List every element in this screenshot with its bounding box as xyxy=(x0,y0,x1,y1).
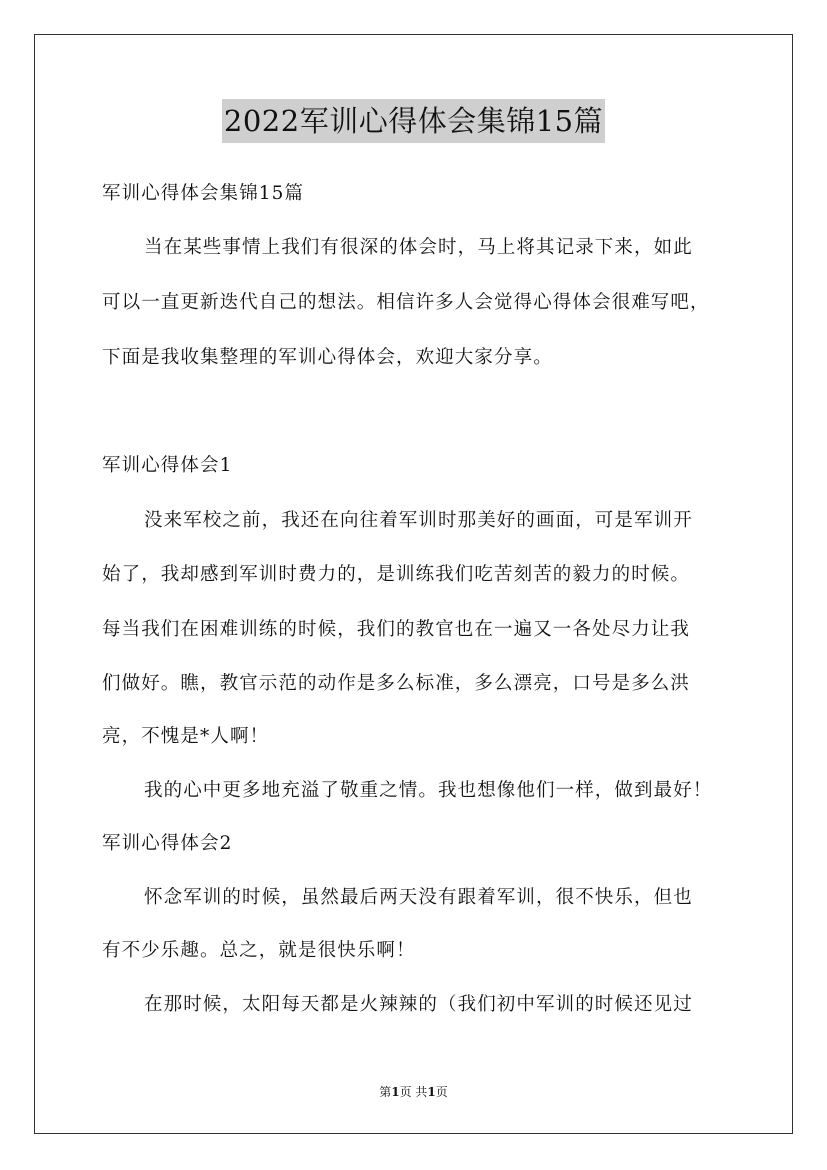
section2-para1-line-1: 怀念军训的时候，虽然最后两天没有跟着军训，很不快乐，但也 xyxy=(144,887,693,908)
section1-para1-line-2: 始了，我却感到军训时费力的，是训练我们吃苦刻苦的毅力的时候。 xyxy=(102,564,691,585)
section1-para1-line-4: 们做好。瞧，教官示范的动作是多么标准，多么漂亮，口号是多么洪 xyxy=(102,673,691,694)
section2-heading: 军训心得体会2 xyxy=(102,833,233,854)
intro-line-1: 当在某些事情上我们有很深的体会时，马上将其记录下来，如此 xyxy=(144,237,693,258)
intro-line-3: 下面是我收集整理的军训心得体会，欢迎大家分享。 xyxy=(102,347,553,368)
footer-page-number: 1 xyxy=(391,1085,400,1099)
section1-para1-line-1: 没来军校之前，我还在向往着军训时那美好的画面，可是军训开 xyxy=(144,510,693,531)
section1-para1-line-5: 亮，不愧是*人啊！ xyxy=(102,726,270,747)
section1-para2: 我的心中更多地充溢了敬重之情。我也想像他们一样，做到最好！ xyxy=(144,780,713,801)
footer-page-prefix: 第 xyxy=(379,1085,392,1099)
intro-line-2: 可以一直更新迭代自己的想法。相信许多人会觉得心得体会很难写吧， xyxy=(102,292,710,313)
section2-para2-line-1: 在那时候，太阳每天都是火辣辣的（我们初中军训的时候还见过 xyxy=(144,994,693,1015)
section1-heading: 军训心得体会1 xyxy=(102,455,233,476)
section1-para1-line-3: 每当我们在困难训练的时候，我们的教官也在一遍又一各处尽力让我 xyxy=(102,619,691,640)
footer-page-suffix: 页 xyxy=(435,1085,448,1099)
title-container xyxy=(0,99,827,143)
page-footer xyxy=(0,1083,827,1100)
document-title: 2022军训心得体会集锦15篇 xyxy=(222,99,605,143)
section2-para1-line-2: 有不少乐趣。总之，就是很快乐啊！ xyxy=(102,940,416,961)
document-subtitle: 军训心得体会集锦15篇 xyxy=(102,183,305,204)
footer-page-total: 1 xyxy=(427,1085,436,1099)
footer-page-mid: 页 共 xyxy=(399,1085,428,1099)
